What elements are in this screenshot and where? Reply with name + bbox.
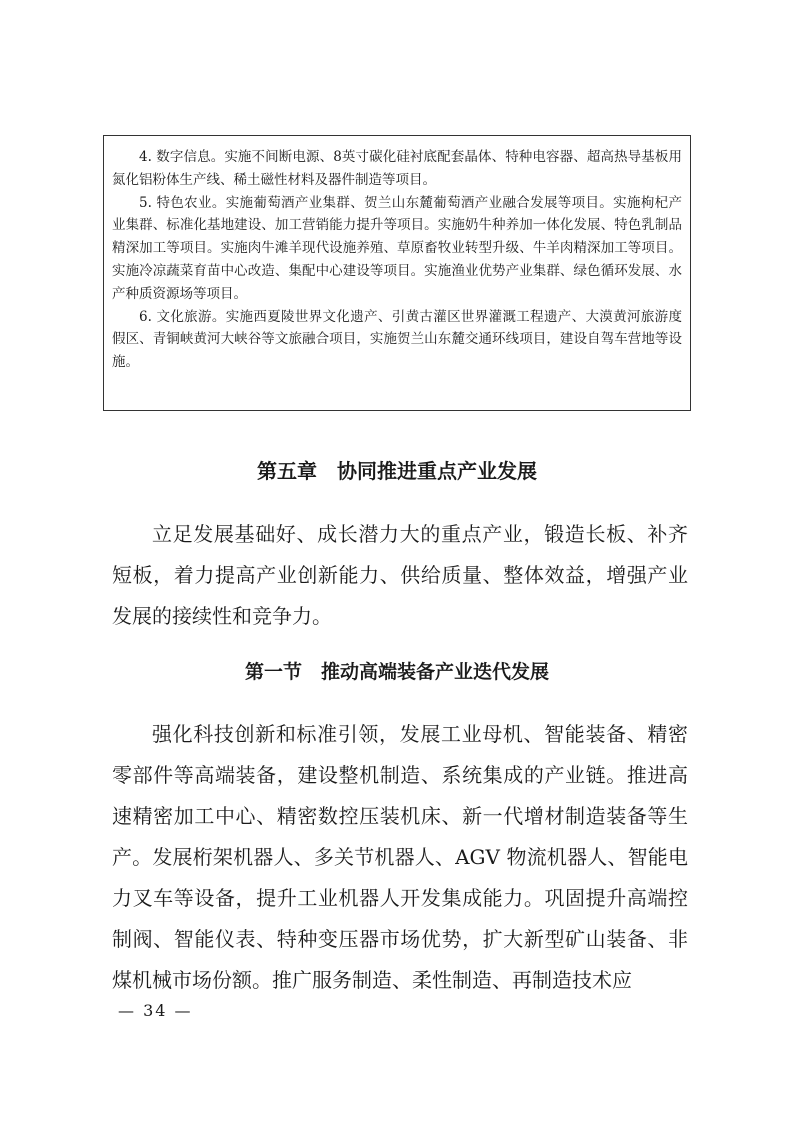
section-body-paragraph: 强化科技创新和标准引领，发展工业母机、智能装备、精密零部件等高端装备，建设整机制造、系统集成的产业链。推进高速精密加工中心、精密数控压装机床、新一代增材制造装备等生产。发展桁架机器人、多关节机器人、AGV 物流机器人、智能电力叉车等设备，提升工业机器人开发集成能力。巩固提升高端控制阀、智能仪表、特种变压器市场优势，扩大新型矿山装备、非煤机械市场份额。推广服务制造、柔性制造、再制造技术应	[112, 722, 688, 992]
box-item-specialty-agriculture: 5. 特色农业。实施葡萄酒产业集群、贺兰山东麓葡萄酒产业融合发展等项目。实施枸杞产业集群、标准化基地建设、加工营销能力提升等项目。实施奶牛种养加一体化发展、特色乳制品精深加工等项目。实施肉牛滩羊现代设施养殖、草原畜牧业转型升级、牛羊肉精深加工等项目。实施冷凉蔬菜育苗中心改造、集配中心建设等项目。实施渔业优势产业集群、绿色循环发展、水产种质资源场等项目。	[112, 194, 682, 302]
chapter-title: 第五章 协同推进重点产业发展	[257, 459, 537, 483]
chapter-intro-paragraph: 立足发展基础好、成长潜力大的重点产业，锻造长板、补齐短板，着力提高产业创新能力、供给质量、整体效益，增强产业发展的接续性和竞争力。	[112, 522, 688, 628]
box-item-culture-tourism: 6. 文化旅游。实施西夏陵世界文化遗产、引黄古灌区世界灌溉工程遗产、大漠黄河旅游度假区、青铜峡黄河大峡谷等文旅融合项目，实施贺兰山东麓交通环线项目，建设自驾车营地等设施。	[112, 308, 682, 371]
box-item-digital-info: 4. 数字信息。实施不间断电源、8英寸碳化硅衬底配套晶体、特种电容器、超高热导基板用氮化铝粉体生产线、稀土磁性材料及器件制造等项目。	[112, 149, 682, 188]
section-title: 第一节 推动高端装备产业迭代发展	[244, 661, 549, 683]
project-list-box	[103, 135, 691, 411]
page-number: — 34 —	[118, 1001, 193, 1020]
